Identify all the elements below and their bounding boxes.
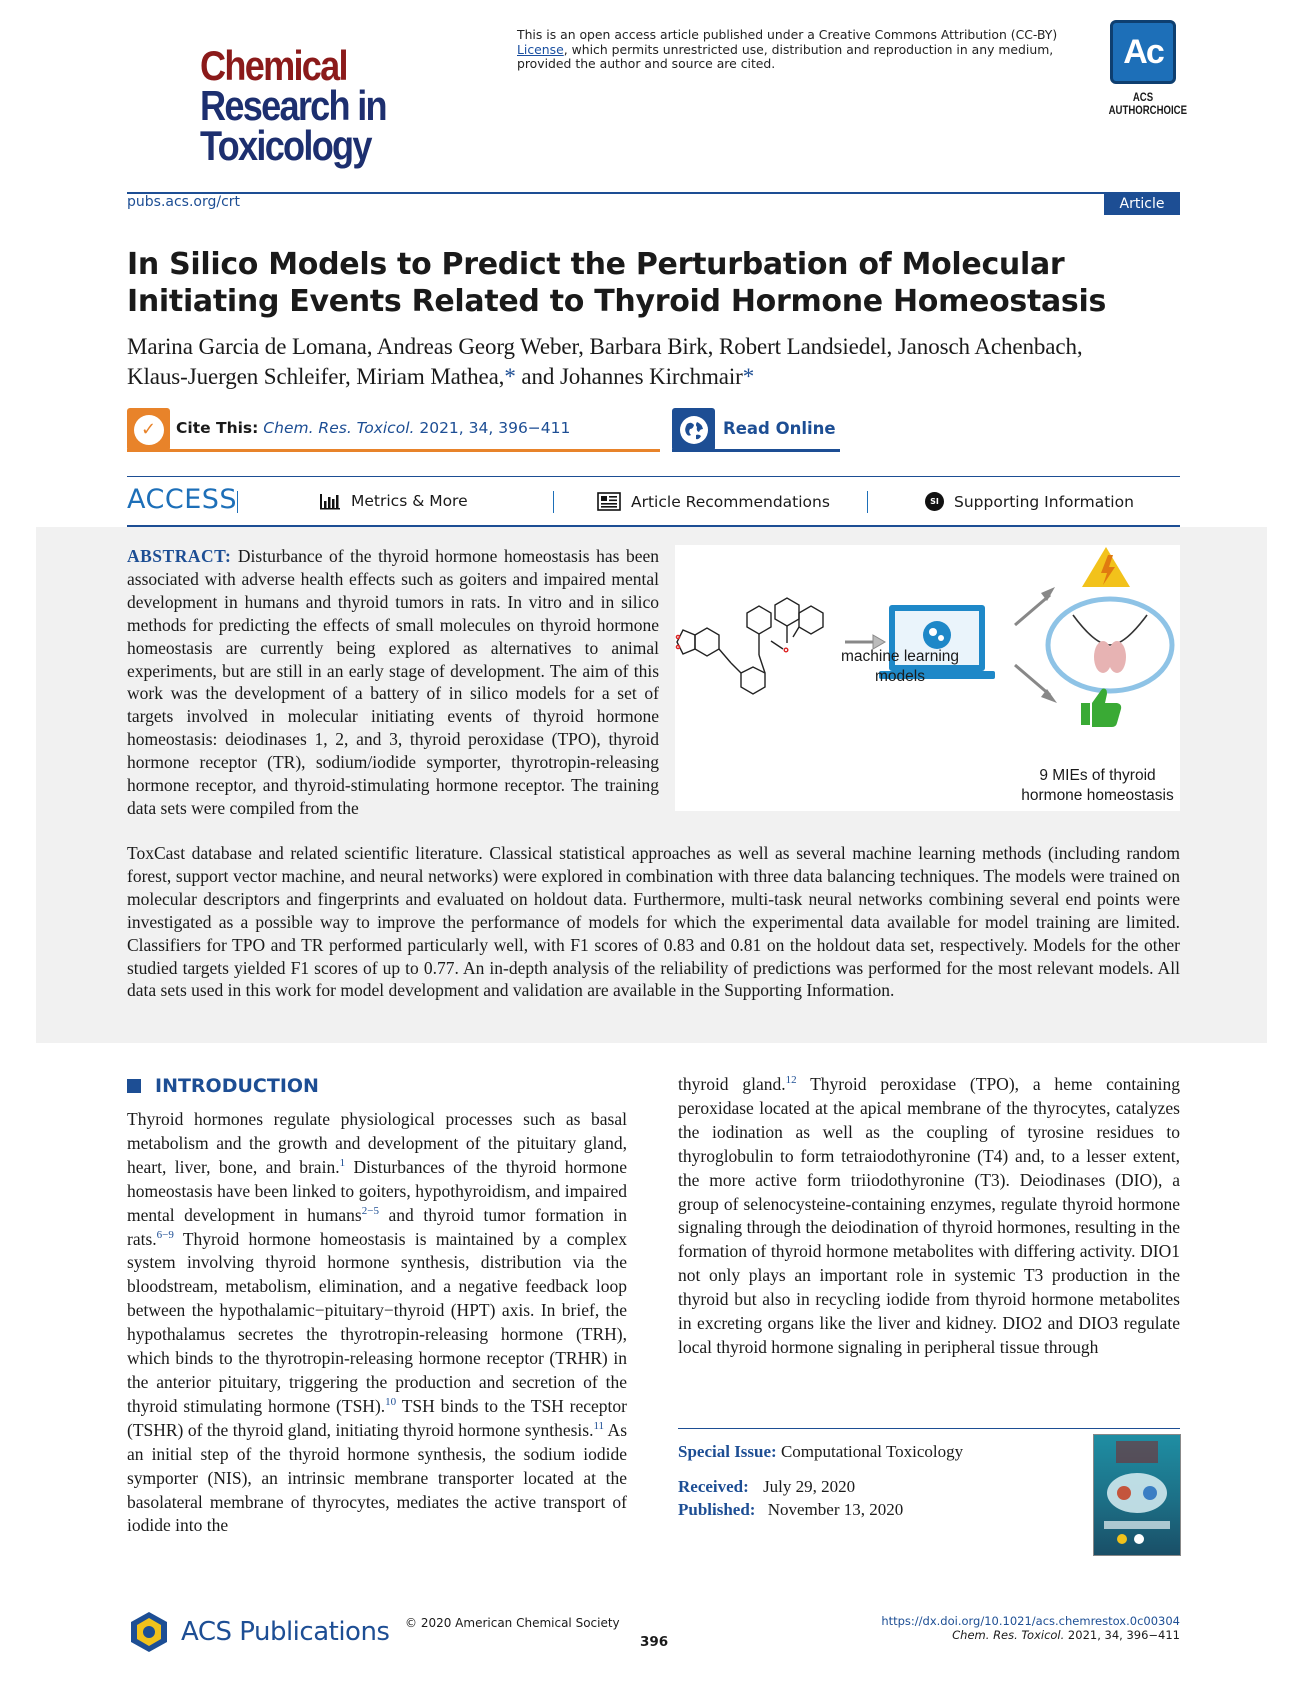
intro-p6: As an initial step of the thyroid hormone synthesis, the sodium iodide symporter (NIS), an intrinsic membrane transporter located at the basolateral membrane of thyrocytes, mediates the active transport of iodide into the bbox=[127, 1419, 628, 1536]
supporting-information-label: Supporting Information bbox=[954, 492, 1134, 511]
intro-column-left bbox=[127, 1108, 627, 1538]
cite-this-text[interactable] bbox=[176, 419, 570, 437]
cite-label: Cite This: bbox=[176, 419, 259, 437]
arrow-down bbox=[1015, 665, 1050, 695]
header-rule bbox=[127, 192, 1180, 194]
received-value: July 29, 2020 bbox=[763, 1477, 856, 1496]
journal-logo-line-1: Chemical bbox=[200, 42, 347, 89]
cite-reference[interactable] bbox=[263, 419, 570, 437]
globe-icon[interactable] bbox=[672, 408, 715, 451]
thumbs-up-icon bbox=[1081, 689, 1121, 727]
license-link[interactable]: License bbox=[517, 41, 564, 57]
abstract-text-top bbox=[127, 545, 659, 820]
copyright-notice: © 2020 American Chemical Society bbox=[405, 1616, 620, 1630]
special-issue-value[interactable]: Computational Toxicology bbox=[780, 1442, 964, 1461]
meta-rule bbox=[678, 1428, 1180, 1429]
intro-p1: Thyroid hormones regulate physiological processes such as basal metabolism and the growth and development of the pituitary gland, heart, liver, bone, and brain. bbox=[127, 1109, 627, 1177]
badge-text: Ac bbox=[1123, 32, 1163, 71]
special-issue bbox=[678, 1440, 963, 1463]
intro-p2: Disturbances of the thyroid hormone homeostasis have been linked to goiters, hypothyroidism, and impaired mental development in humans bbox=[127, 1156, 628, 1225]
authors-line-1: Marina Garcia de Lomana, Andreas Georg Weber, Barbara Birk, Robert Landsiedel, Janosch Achenbach, bbox=[127, 334, 1083, 359]
acs-publications-logo[interactable] bbox=[127, 1610, 389, 1654]
introduction-heading-text: INTRODUCTION bbox=[155, 1075, 319, 1097]
abstract-text-bottom: ToxCast database and related scientific literature. Classical statistical approaches as well as several machine learning methods (including random forest, support vector machine, and neural networks) were explored in combination with three data balancing techniques. The models were trained on molecular descriptors and fingerprints and evaluated on holdout data. Furthermore, multi-task neural networks combining several end points were investigated as a possible way to improve the performance of models for which the experimental data available for model training are limited. Classifiers for TPO and TR performed particularly well, with F1 scores of 0.83 and 0.81 on the holdout data set, respectively. Models for the other studied targets yielded F1 scores of up to 0.77. An in-depth analysis of the reliability of predictions was performed for the most relevant models. All data sets used in this work for model development and validation are available in the Supporting Information. bbox=[127, 843, 1180, 1001]
journal-logo-line-2: Research in bbox=[200, 82, 386, 129]
corresponding-mark-2[interactable]: * bbox=[742, 364, 755, 389]
intro-column-right bbox=[678, 1073, 1180, 1360]
cite-check-icon[interactable]: ✓ bbox=[127, 408, 170, 451]
article-recommendations-link[interactable] bbox=[597, 492, 830, 511]
journal-logo bbox=[200, 42, 398, 169]
ref-sup-5[interactable]: 11 bbox=[593, 1419, 605, 1432]
received-label: Received: bbox=[678, 1477, 749, 1496]
footer-journal-abbrev: Chem. Res. Toxicol. bbox=[952, 1628, 1065, 1642]
authorchoice-line-1: ACS bbox=[1132, 90, 1154, 104]
mie-label bbox=[1005, 766, 1190, 806]
access-label: ACCESS bbox=[127, 484, 238, 515]
article-title: In Silico Models to Predict the Perturbation of Molecular Initiating Events Related to Thyroid Hormone Homeostasis bbox=[127, 247, 1107, 319]
authorchoice-badge-icon bbox=[1110, 20, 1176, 84]
intro-r2: Thyroid peroxidase (TPO), a heme containing peroxidase located at the apical membrane of the thyrocytes, catalyzes the iodination as well as the coupling of tyrosine residues to thyroglobulin to form tetraiodothyronine (T4) and, to a lesser extent, the more active form triiodothyronine (T3). Deiodinases (DIO), a group of selenocysteine-containing enzymes, regulate thyroid hormone signaling through the deiodination of thyroid hormones, resulting in the formation of thyroid hormone metabolites with differing activity. DIO1 not only plays an important role in systemic T3 production in the thyroid but also in recycling iodide from thyroid hormone metabolites in excreting organs like the liver and kidney. DIO2 and DIO3 regulate local thyroid hormone signaling in peripheral tissue through bbox=[678, 1074, 1180, 1357]
arrow-up bbox=[1015, 595, 1050, 625]
article-recommendations-label: Article Recommendations bbox=[631, 492, 830, 511]
journal-cover-thumbnail[interactable] bbox=[1093, 1434, 1181, 1556]
special-issue-label: Special Issue: bbox=[678, 1442, 777, 1461]
authorchoice-label bbox=[1108, 90, 1187, 117]
journal-url-link[interactable]: pubs.acs.org/crt bbox=[127, 194, 241, 210]
cite-journal-abbrev: Chem. Res. Toxicol. bbox=[263, 419, 415, 437]
ml-label-line-2: models bbox=[875, 668, 925, 685]
metrics-more-label: Metrics & More bbox=[351, 492, 468, 510]
metrics-more-link[interactable] bbox=[319, 492, 468, 510]
abstract-label: ABSTRACT: bbox=[127, 546, 232, 566]
abstract-body-top: Disturbance of the thyroid hormone homeostasis has been associated with adverse health effects such as goiters and impaired mental development in humans and thyroid tumors in rats. In vitro and in silico methods for predicting the effects of small molecules on thyroid hormone homeostasis are currently being explored as alternatives to animal experiments, but are still in an early stage of development. The aim of this work was the development of a battery of in silico models for a set of targets involved in molecular initiating events of thyroid hormone homeostasis: deiodinases 1, 2, and 3, thyroid peroxidase (TPO), thyroid hormone receptor (TR), sodium/iodide symporter, thyrotropin-releasing hormone receptor, and thyroid-stimulating hormone receptor. The training data sets were compiled from the bbox=[127, 546, 659, 818]
footer-ref: 2021, 34, 396−411 bbox=[1064, 1628, 1180, 1642]
access-divider-2 bbox=[553, 491, 554, 513]
authors-line-2b: and Johannes Kirchmair bbox=[515, 364, 743, 389]
cite-ref-numbers: 2021, 34, 396−411 bbox=[414, 419, 571, 437]
journal-logo-line-3: Toxicology bbox=[200, 122, 371, 169]
license-suffix: , which permits unrestricted use, distribution and reproduction in any medium, provided the author and source are cited. bbox=[517, 41, 1054, 72]
authors-line-2a: Klaus-Juergen Schleifer, Miriam Mathea, bbox=[127, 364, 505, 389]
acs-publications-text: ACS Publications bbox=[181, 1617, 390, 1647]
article-type-badge: Article bbox=[1104, 192, 1180, 215]
author-list bbox=[127, 332, 1187, 392]
published-date bbox=[678, 1498, 903, 1521]
access-bar-rule-top bbox=[127, 476, 1180, 477]
si-icon: SI bbox=[925, 492, 944, 511]
mie-label-line-1: 9 MIEs of thyroid bbox=[1039, 767, 1156, 784]
ml-label-line-1: machine learning bbox=[840, 648, 960, 665]
corresponding-mark[interactable]: * bbox=[504, 364, 516, 389]
ml-models-label bbox=[815, 647, 985, 687]
intro-p3: and thyroid tumor formation in rats. bbox=[127, 1204, 628, 1249]
section-square-icon bbox=[127, 1079, 141, 1093]
license-prefix: This is an open access article published under a Creative Commons Attribution (CC-BY) bbox=[517, 27, 1058, 42]
intro-r1: thyroid gland. bbox=[678, 1074, 786, 1094]
toc-graphic bbox=[675, 545, 1180, 811]
mie-label-line-2: hormone homeostasis bbox=[1021, 787, 1174, 804]
molecule-structure bbox=[676, 598, 823, 694]
footer-citation bbox=[820, 1614, 1180, 1642]
supporting-information-link[interactable] bbox=[925, 492, 1134, 511]
newspaper-icon bbox=[597, 492, 621, 511]
received-date bbox=[678, 1475, 855, 1498]
doi-link[interactable]: https://dx.doi.org/10.1021/acs.chemrestox.0c00304 bbox=[881, 1614, 1180, 1628]
read-online-link[interactable]: Read Online bbox=[723, 419, 836, 438]
footer-citation-line bbox=[820, 1628, 1180, 1642]
introduction-heading bbox=[127, 1075, 319, 1097]
intro-p5: TSH binds to the TSH receptor (TSHR) of the thyroid gland, initiating thyroid hormone synthesis. bbox=[127, 1395, 627, 1440]
ref-sup-4[interactable]: 10 bbox=[385, 1396, 397, 1409]
intro-p4: Thyroid hormone homeostasis is maintained by a complex system involving thyroid hormone synthesis, distribution via the bloodstream, metabolism, elimination, and a negative feedback loop between the hypothalamic−pituitary−thyroid (HPT) axis. In brief, the hypothalamus secretes the thyrotropin-releasing hormone (TRH), which binds to the thyrotropin-releasing hormone receptor (TRHR) in the anterior pituitary, triggering the production and secretion of the thyroid stimulating hormone (TSH). bbox=[127, 1228, 627, 1416]
bar-chart-icon bbox=[319, 492, 341, 510]
access-divider-3 bbox=[867, 491, 868, 513]
ref-sup-12[interactable]: 12 bbox=[785, 1074, 797, 1087]
license-notice bbox=[517, 28, 1097, 72]
published-label: Published: bbox=[678, 1500, 756, 1519]
ref-sup-2[interactable]: 2−5 bbox=[361, 1204, 379, 1217]
published-value: November 13, 2020 bbox=[767, 1500, 904, 1519]
authorchoice-line-2: AUTHORCHOICE bbox=[1108, 103, 1187, 117]
authors-line-2 bbox=[127, 362, 1187, 392]
page-number: 396 bbox=[640, 1634, 669, 1650]
acs-hexagon-icon bbox=[127, 1610, 171, 1654]
access-divider bbox=[237, 491, 238, 513]
ref-sup-3[interactable]: 6−9 bbox=[156, 1228, 174, 1241]
ref-sup-1[interactable]: 1 bbox=[339, 1156, 346, 1169]
